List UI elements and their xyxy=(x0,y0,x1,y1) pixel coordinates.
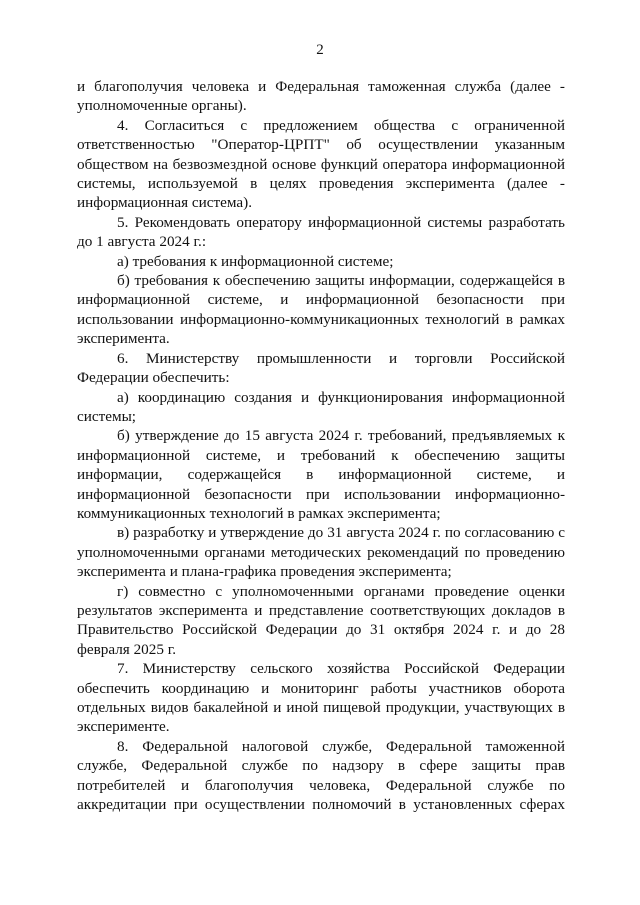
page-number: 2 xyxy=(316,42,324,58)
paragraph-item-6g: г) совместно с уполномоченными органами проведение оценки результатов эксперимента и представление соответствующих докладов в Правительство Российской Федерации до 31 октября 2024 г. и до 28 февраля 2025 г. xyxy=(77,582,565,658)
paragraph-item-6a: а) координацию создания и функционирования информационной системы; xyxy=(77,388,565,425)
paragraph-item-7: 7. Министерству сельского хозяйства Российской Федерации обеспечить координацию и мониторинг работы участников оборота отдельных видов бакалейной и иной пищевой продукции, участвующих в эксперименте. xyxy=(77,660,565,736)
paragraph-item-6v: в) разработку и утверждение до 31 августа 2024 г. по согласованию с уполномоченными органами методических рекомендаций по проведению эксперимента и плана-графика проведения эксперимента; xyxy=(77,524,565,581)
paragraph-item-4: 4. Согласиться с предложением общества с ограниченной ответственностью "Оператор-ЦРПТ" об осуществлении указанным обществом на безвозмездной основе функций оператора информационной системы, используемой в целях проведения эксперимента (далее - информационная система). xyxy=(77,116,565,212)
paragraph-item-5b: б) требования к обеспечению защиты информации, содержащейся в информационной системе, и информационной безопасности при использовании информационно-коммуникационных технологий в рамках эксперимента. xyxy=(77,272,565,348)
paragraph-item-5a: а) требования к информационной системе; xyxy=(117,252,394,270)
paragraph-item-8: 8. Федеральной налоговой службе, Федеральной таможенной службе, Федеральной службе по надзору в сфере защиты прав потребителей и благополучия человека, Федеральной службе по аккредитации при осуществлении полномочий в установленных сферах xyxy=(77,737,565,814)
paragraph-item-5: 5. Рекомендовать оператору информационной системы разработать до 1 августа 2024 г.: xyxy=(77,213,565,251)
document-body xyxy=(77,77,565,814)
paragraph-item-6b: б) утверждение до 15 августа 2024 г. требований, предъявляемых к информационной системе, и требований к обеспечению защиты информации, содержащейся в информационной системе, и информационной безопасности при использовании информационно-коммуникационных технологий в рамках эксперимента; xyxy=(77,427,565,522)
paragraph-continuation: и благополучия человека и Федеральная таможенная служба (далее - уполномоченные органы). xyxy=(77,78,565,115)
paragraph-item-6: 6. Министерству промышленности и торговли Российской Федерации обеспечить: xyxy=(77,349,565,387)
